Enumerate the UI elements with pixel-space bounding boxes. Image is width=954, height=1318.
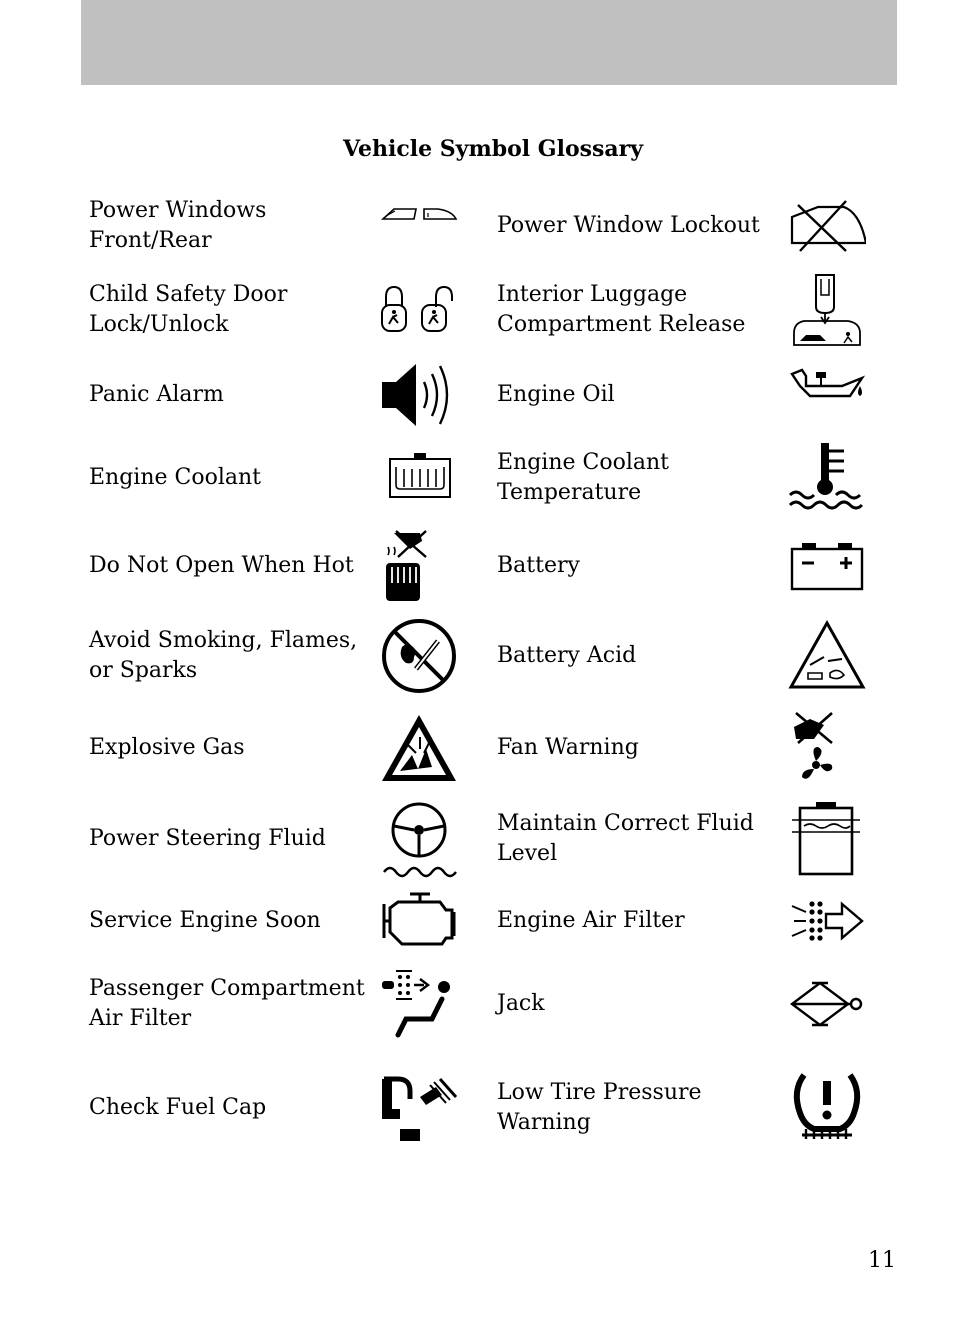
glossary-label: Low Tire Pressure Warning <box>497 1080 702 1135</box>
glossary-row <box>0 358 954 432</box>
air-filter-icon <box>788 882 866 960</box>
power-windows-icon <box>380 187 458 265</box>
header-bar <box>81 0 897 85</box>
thermometer-icon <box>788 439 866 517</box>
radiator-icon <box>380 439 458 517</box>
page-number: 11 <box>868 1248 896 1273</box>
cabin-filter-icon <box>380 965 458 1043</box>
glossary-label: Power Windows Front/Rear <box>89 198 267 253</box>
glossary-label: Panic Alarm <box>89 382 224 407</box>
oil-can-icon <box>788 356 866 434</box>
fan-warning-icon <box>788 709 866 787</box>
glossary-row <box>0 962 954 1046</box>
engine-icon <box>380 882 458 960</box>
glossary-label: Fan Warning <box>497 735 639 760</box>
glossary-label: Engine Coolant <box>89 465 262 490</box>
glossary-label: Check Fuel Cap <box>89 1095 267 1120</box>
window-lockout-icon <box>788 187 866 265</box>
glossary-label: Interior Luggage Compartment Release <box>497 282 746 337</box>
explosive-gas-icon <box>380 709 458 787</box>
glossary-label: Power Steering Fluid <box>89 826 326 851</box>
glossary-label: Service Engine Soon <box>89 908 321 933</box>
speaker-icon <box>380 356 458 434</box>
glossary-label: Power Window Lockout <box>497 213 760 238</box>
glossary-row <box>0 1060 954 1156</box>
battery-acid-icon <box>788 617 866 695</box>
glossary-row <box>0 190 954 262</box>
glossary-row <box>0 886 954 956</box>
glossary-label: Engine Coolant Temperature <box>497 450 670 505</box>
child-lock-icon <box>380 271 458 349</box>
no-smoking-icon <box>380 617 458 695</box>
hot-cap-icon <box>380 527 458 605</box>
glossary-label: Battery <box>497 553 580 578</box>
glossary-row <box>0 798 954 880</box>
tire-pressure-icon <box>788 1069 866 1147</box>
glossary-label: Jack <box>497 991 545 1016</box>
glossary-label: Explosive Gas <box>89 735 245 760</box>
glossary-row <box>0 272 954 348</box>
glossary-label: Engine Oil <box>497 382 615 407</box>
glossary-row <box>0 706 954 790</box>
battery-icon <box>788 527 866 605</box>
glossary-row <box>0 440 954 516</box>
glossary-label: Engine Air Filter <box>497 908 685 933</box>
glossary-label: Passenger Compartment Air Filter <box>89 976 365 1031</box>
trunk-release-icon <box>788 271 866 349</box>
glossary-row <box>0 614 954 698</box>
glossary-label: Avoid Smoking, Flames, or Sparks <box>89 628 358 683</box>
fuel-cap-icon <box>380 1069 458 1147</box>
glossary-label: Battery Acid <box>497 643 637 668</box>
glossary-label: Child Safety Door Lock/Unlock <box>89 282 288 337</box>
glossary-label: Maintain Correct Fluid Level <box>497 811 754 866</box>
jack-icon <box>788 965 866 1043</box>
steering-wheel-icon <box>380 800 458 878</box>
glossary-label: Do Not Open When Hot <box>89 553 354 578</box>
glossary-row <box>0 526 954 606</box>
page-title: Vehicle Symbol Glossary <box>342 136 644 162</box>
fluid-level-icon <box>788 800 866 878</box>
